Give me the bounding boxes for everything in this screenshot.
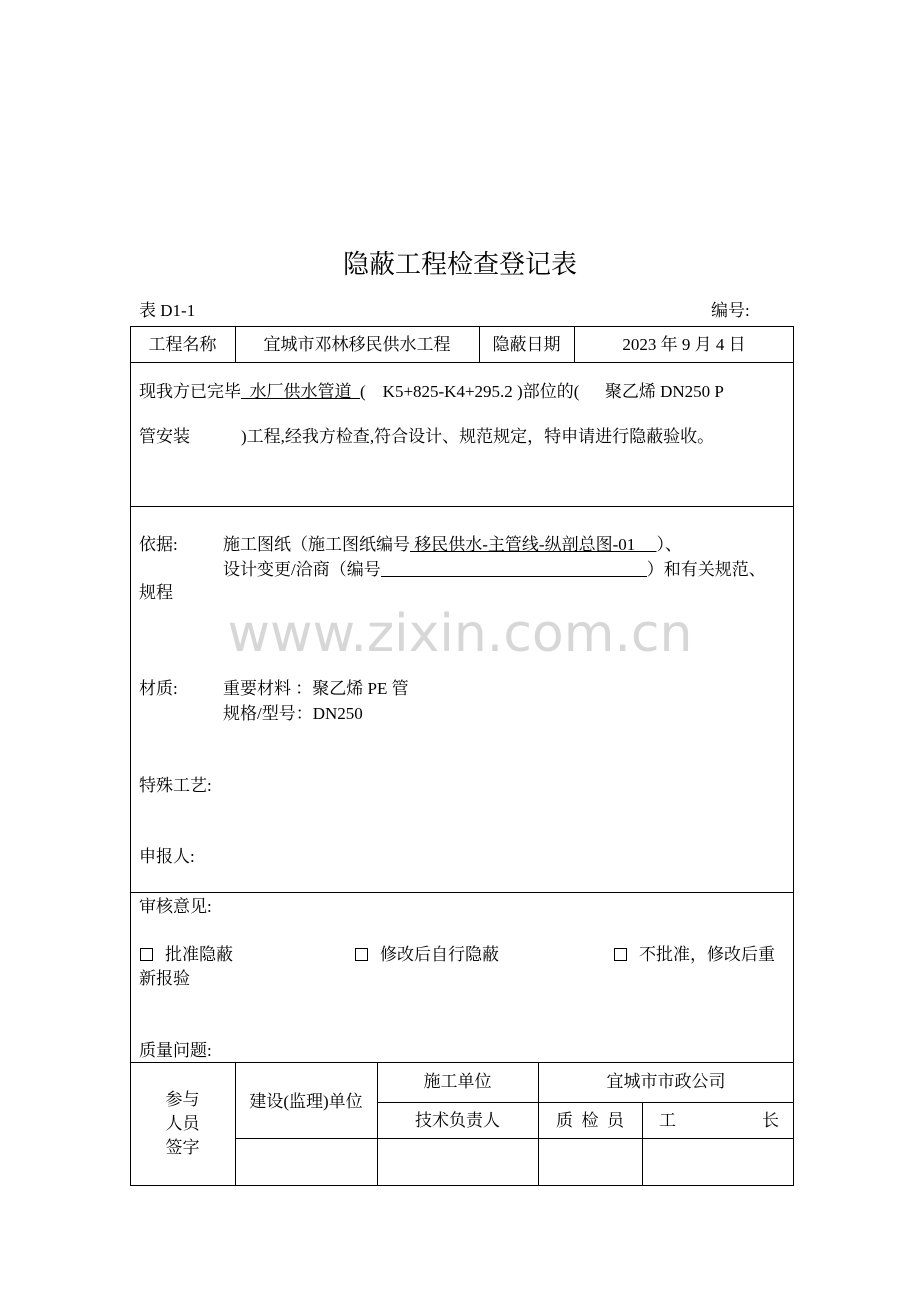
- tech-lead-signature-field[interactable]: [378, 1139, 537, 1185]
- statement-text: )工程,经我方检查,符合设计、规范规定，特申请进行隐蔽验收。: [241, 427, 715, 446]
- basis-change: [223, 560, 766, 580]
- owner-signature-field[interactable]: [236, 1139, 376, 1185]
- row-divider: [130, 506, 794, 507]
- change-number-blank: [381, 560, 647, 577]
- form-table: [130, 326, 794, 1186]
- checkbox-icon[interactable]: [140, 948, 153, 961]
- foreman-label-a: 工: [659, 1111, 676, 1130]
- option-approve[interactable]: [140, 945, 233, 965]
- applicant-label: 申报人:: [139, 847, 195, 866]
- inspector-signature-field[interactable]: [539, 1139, 641, 1185]
- statement-item: 管安装: [139, 427, 190, 446]
- basis-change-suffix: ）和有关规范、: [646, 560, 766, 579]
- statement-line-1: [139, 382, 793, 406]
- basis-drawing: [223, 535, 682, 555]
- quality-issue-label: 质量问题:: [139, 1041, 212, 1060]
- row-divider: [130, 362, 794, 363]
- foreman-signature-field[interactable]: [643, 1139, 793, 1185]
- basis-drawing-suffix: ）、: [656, 535, 682, 554]
- drawing-number: 移民供水-主管线-纵剖总图-01: [410, 535, 657, 554]
- row-divider: [377, 1102, 794, 1103]
- special-process-label: 特殊工艺:: [139, 776, 212, 795]
- watermark: www.zixin.com.cn: [227, 604, 693, 664]
- foreman-label-b: 长: [762, 1111, 779, 1130]
- inspector-label: 质 检 员: [556, 1111, 624, 1130]
- participants-line-3: 签字: [165, 1138, 200, 1157]
- conceal-date-value: 2023 年 9 月 4 日: [622, 335, 746, 354]
- option-modify-self[interactable]: [355, 945, 499, 965]
- project-name-value: 宜城市邓林移民供水工程: [263, 335, 451, 354]
- material-main: 重要材料 ：聚乙烯 PE 管: [223, 679, 409, 698]
- statement-section: ( K5+825-K4+295.2 )部位的( 聚乙烯 DN250 P: [360, 382, 724, 401]
- material-spec: 规格/型号：DN250: [223, 704, 363, 723]
- tech-lead-label: 技术负责人: [415, 1111, 500, 1130]
- serial-label: 编号:: [711, 301, 750, 320]
- statement-part: 水厂供水管道: [241, 382, 360, 401]
- option-reject-label: 不批准，修改后重: [639, 945, 775, 964]
- statement-prefix: 现我方已完毕: [139, 382, 241, 401]
- constructor-label: 施工单位: [423, 1072, 492, 1091]
- participants-line-1: 参与: [165, 1090, 200, 1109]
- option-reject[interactable]: [614, 945, 775, 965]
- checkbox-icon[interactable]: [614, 948, 627, 961]
- option-reject-continued: 新报验: [139, 969, 190, 988]
- conceal-date-label: 隐蔽日期: [492, 335, 561, 354]
- form-number: 表 D1-1: [139, 301, 196, 320]
- material-label: 材质:: [139, 679, 178, 698]
- page-title: 隐蔽工程检查登记表: [342, 250, 577, 280]
- basis-change-prefix: 设计变更/洽商（编号: [223, 560, 381, 579]
- constructor-company: 宜城市市政公司: [606, 1072, 726, 1091]
- participants-line-2: 人员: [165, 1114, 200, 1133]
- owner-unit-label: 建设(监理)单位: [249, 1092, 363, 1111]
- checkbox-icon[interactable]: [355, 948, 368, 961]
- basis-drawing-prefix: 施工图纸（施工图纸编号: [223, 535, 410, 554]
- project-name-label: 工程名称: [148, 335, 217, 354]
- review-label: 审核意见:: [139, 897, 212, 916]
- row-divider: [130, 892, 794, 893]
- basis-regs: 规程: [139, 583, 173, 602]
- option-modify-label: 修改后自行隐蔽: [380, 945, 499, 964]
- option-approve-label: 批准隐蔽: [165, 945, 233, 964]
- row-divider: [130, 1062, 794, 1063]
- basis-label: 依据:: [139, 535, 178, 554]
